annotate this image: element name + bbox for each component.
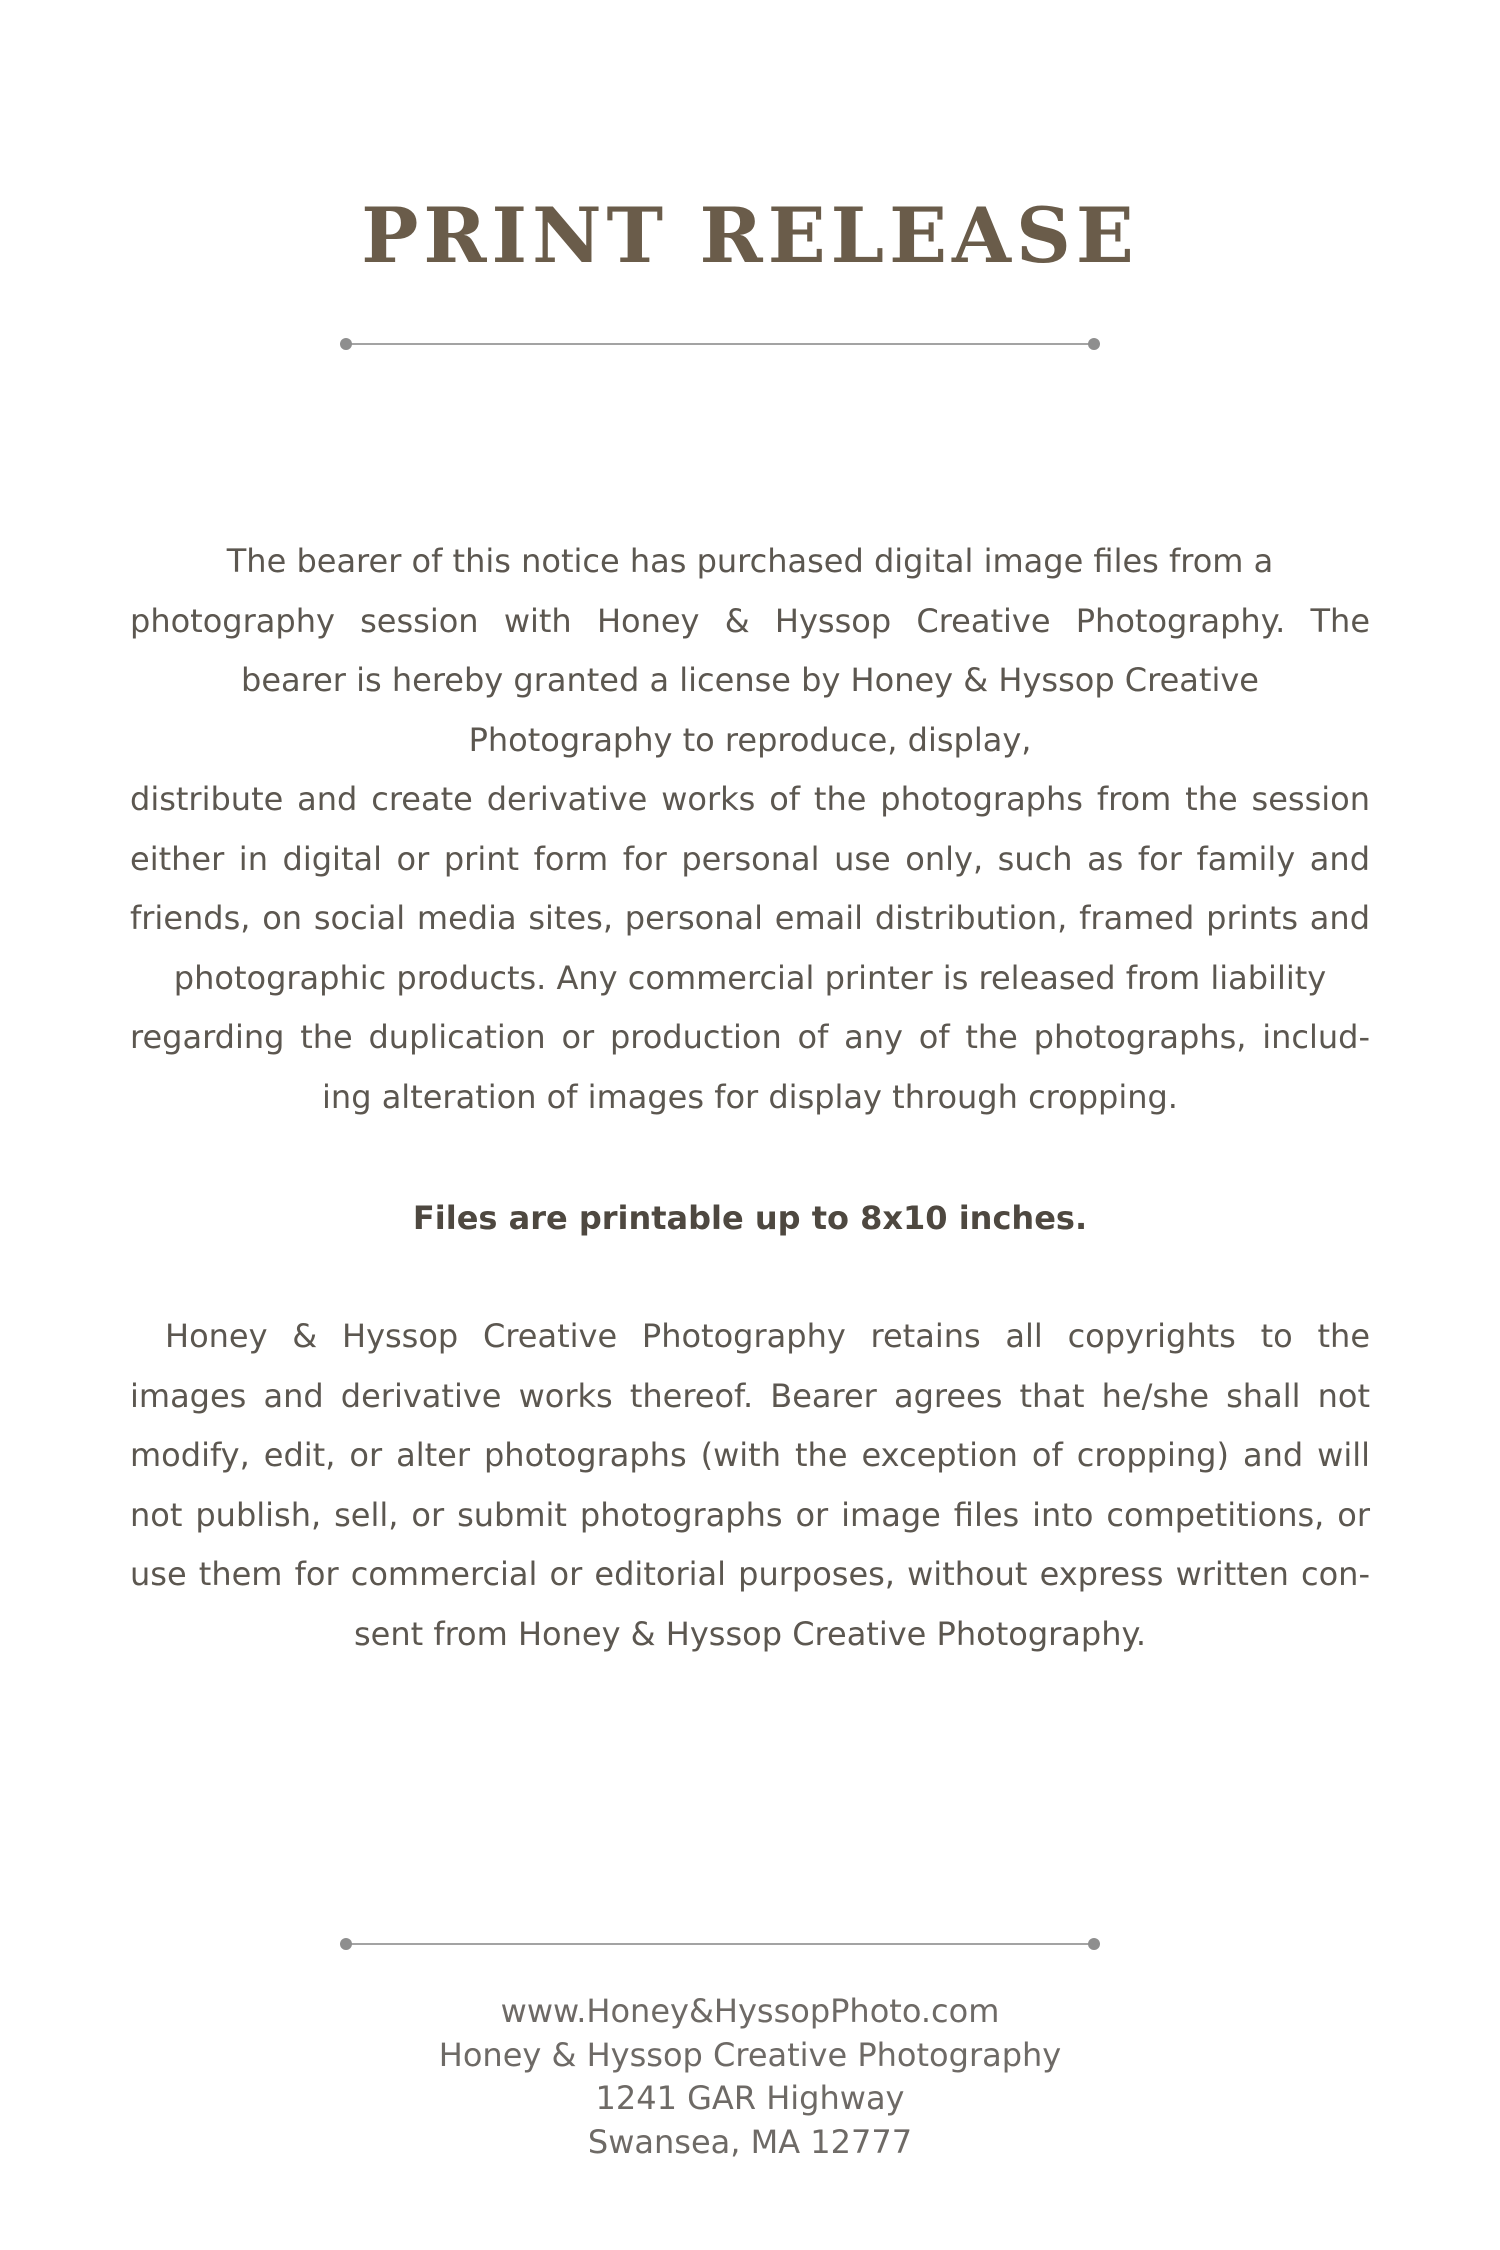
footer-street: 1241 GAR Highway [595,2079,905,2117]
paragraph-line: ing alteration of images for display through cropping. [322,1077,1178,1116]
paragraph-line: Honey & Hyssop Creative Photography retains all copyrights to the [165,1317,1370,1355]
paragraph-line: Photography to reproduce, display, [468,720,1032,759]
paragraph-line: distribute and create derivative works of the photographs from the session [130,780,1370,818]
paragraph-line: friends, on social media sites, personal email distribution, framed prints and [130,899,1370,937]
copyright-paragraph [130,1307,1370,1664]
paragraph-line: either in digital or print form for personal use only, such as for family and [130,839,1370,878]
divider-line [346,1943,1094,1945]
page-title: PRINT RELEASE [361,191,1139,280]
footer-contact [0,1990,1500,2164]
bottom-divider [340,1937,1100,1951]
print-size-note: Files are printable up to 8x10 inches. [412,1199,1088,1237]
paragraph-line: The bearer of this notice has purchased digital image files from a [226,542,1274,580]
divider-dot-left [340,1938,352,1950]
paragraph-line: photography session with Honey & Hyssop Creative Photography. The [130,601,1370,640]
paragraph-line: bearer is hereby granted a license by Honey & Hyssop Creative [241,661,1259,699]
divider-dot-right [1088,1938,1100,1950]
license-paragraph [130,532,1370,1127]
paragraph-line: images and derivative works thereof. Bearer agrees that he/she shall not [130,1376,1370,1415]
top-divider [340,337,1100,351]
paragraph-line: modify, edit, or alter photographs (with the exception of cropping) and will [130,1436,1370,1474]
footer-website: www.Honey&HyssopPhoto.com [500,1992,1000,2030]
paragraph-line: use them for commercial or editorial purposes, without express written con- [130,1555,1370,1593]
paragraph-line: photographic products. Any commercial printer is released from liability [173,958,1327,997]
paragraph-line: regarding the duplication or production of any of the photographs, includ- [130,1018,1370,1056]
paragraph-line: sent from Honey & Hyssop Creative Photography. [353,1614,1147,1653]
divider-line [346,343,1094,345]
divider-dot-right [1088,338,1100,350]
divider-dot-left [340,338,352,350]
footer-company: Honey & Hyssop Creative Photography [438,2035,1062,2074]
footer-city: Swansea, MA 12777 [587,2122,913,2161]
paragraph-line: not publish, sell, or submit photographs or image files into competitions, or [130,1495,1370,1534]
